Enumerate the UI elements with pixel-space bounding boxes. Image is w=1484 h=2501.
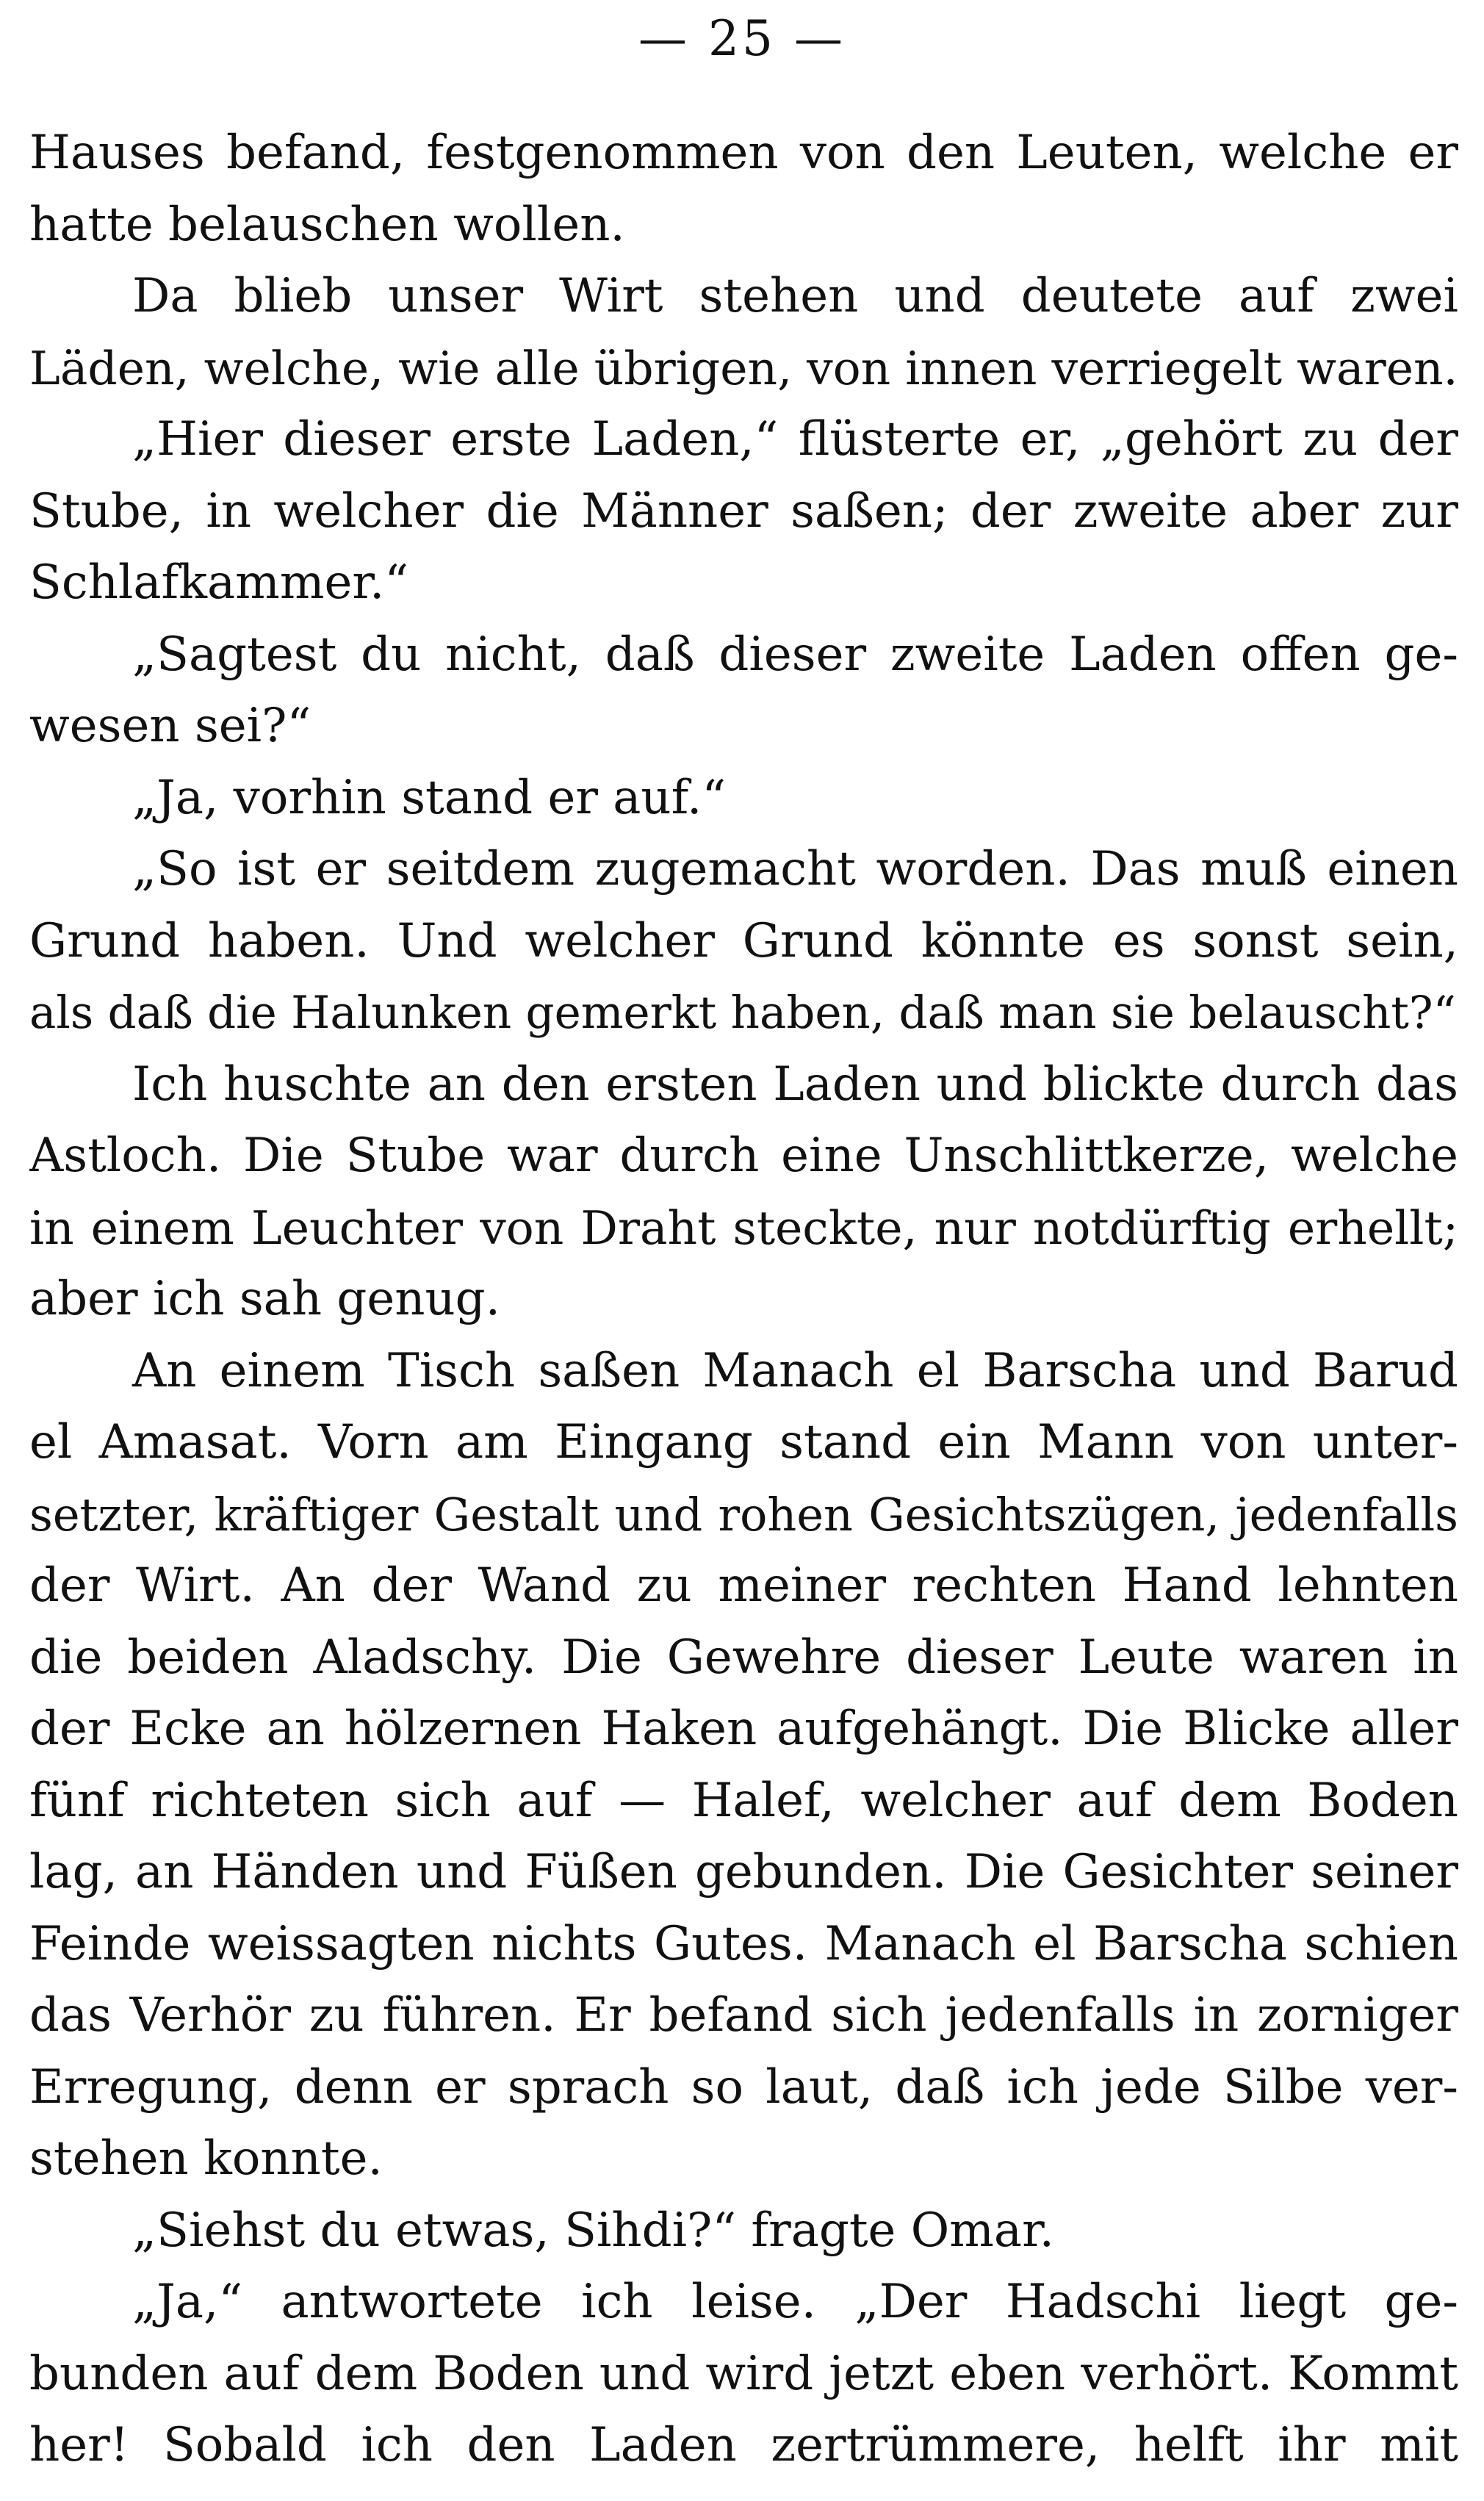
text-line: hatte belauschen wollen.: [29, 197, 625, 252]
page-number: — 25 —: [638, 10, 846, 67]
text-line: der Wirt. An der Wand zu meiner rechten Hand lehnten: [29, 1558, 1458, 1613]
text-line: „Hier dieser erste Laden,“ flüsterte er, „gehört zu der: [132, 412, 1458, 467]
text-line: „Ja, vorhin stand er auf.“: [132, 770, 727, 825]
text-line: die beiden Aladschy. Die Gewehre dieser Leute waren in: [29, 1630, 1458, 1685]
text-line: Feinde weissagten nichts Gutes. Manach el Barscha schien: [29, 1916, 1458, 1971]
text-line: fünf richteten sich auf — Halef, welcher auf dem Boden: [29, 1773, 1458, 1828]
text-line: Stube, in welcher die Männer saßen; der zweite aber zur: [29, 483, 1458, 539]
text-line: stehen konnte.: [29, 2131, 383, 2186]
text-line: Astloch. Die Stube war durch eine Unschlittkerze, welche: [29, 1129, 1458, 1183]
text-line: wesen sei?“: [29, 699, 311, 753]
text-line: „Ja,“ antwortete ich leise. „Der Hadschi liegt ge-: [132, 2275, 1458, 2329]
text-line: Schlafkammer.“: [29, 555, 409, 610]
text-line: setzter, kräftiger Gestalt und rohen Gesichtszügen, jedenfalls: [29, 1487, 1458, 1541]
text-line: der Ecke an hölzernen Haken aufgehängt. Die Blicke aller: [29, 1702, 1458, 1756]
text-line: als daß die Halunken gemerkt haben, daß man sie belauscht?“: [29, 987, 1456, 1039]
text-line: „So ist er seitdem zugemacht worden. Das muß einen: [132, 842, 1458, 896]
body-text: [29, 118, 1458, 2482]
text-line: „Sagtest du nicht, daß dieser zweite Laden offen ge-: [132, 627, 1458, 682]
text-line: Hauses befand, festgenommen von den Leuten, welche er: [29, 126, 1458, 180]
text-line: das Verhör zu führen. Er befand sich jedenfalls in zorniger: [29, 1988, 1458, 2043]
text-line: Ich huschte an den ersten Laden und blickte durch das: [132, 1057, 1458, 1112]
text-line: Erregung, denn er sprach so laut, daß ich jede Silbe ver-: [29, 2059, 1458, 2115]
text-line: aber ich sah genug.: [29, 1272, 500, 1326]
text-line: in einem Leuchter von Draht steckte, nur notdürftig erhellt;: [29, 1201, 1458, 1255]
text-line: „Siehst du etwas, Sihdi?“ fragte Omar.: [132, 2203, 1054, 2258]
text-line: el Amasat. Vorn am Eingang stand ein Mann von unter-: [29, 1415, 1458, 1469]
text-line: her! Sobald ich den Laden zertrümmere, helft ihr mit: [29, 2418, 1458, 2472]
text-line: Grund haben. Und welcher Grund könnte es sonst sein,: [29, 913, 1458, 968]
text-line: lag, an Händen und Füßen gebunden. Die Gesichter seiner: [29, 1845, 1458, 1899]
text-line: An einem Tisch saßen Manach el Barscha und Barud: [132, 1343, 1458, 1398]
text-line: Läden, welche, wie alle übrigen, von innen verriegelt waren.: [29, 341, 1458, 395]
text-line: Da blieb unser Wirt stehen und deutete auf zwei: [132, 269, 1458, 323]
text-line: bunden auf dem Boden und wird jetzt eben verhört. Kommt: [29, 2346, 1458, 2401]
